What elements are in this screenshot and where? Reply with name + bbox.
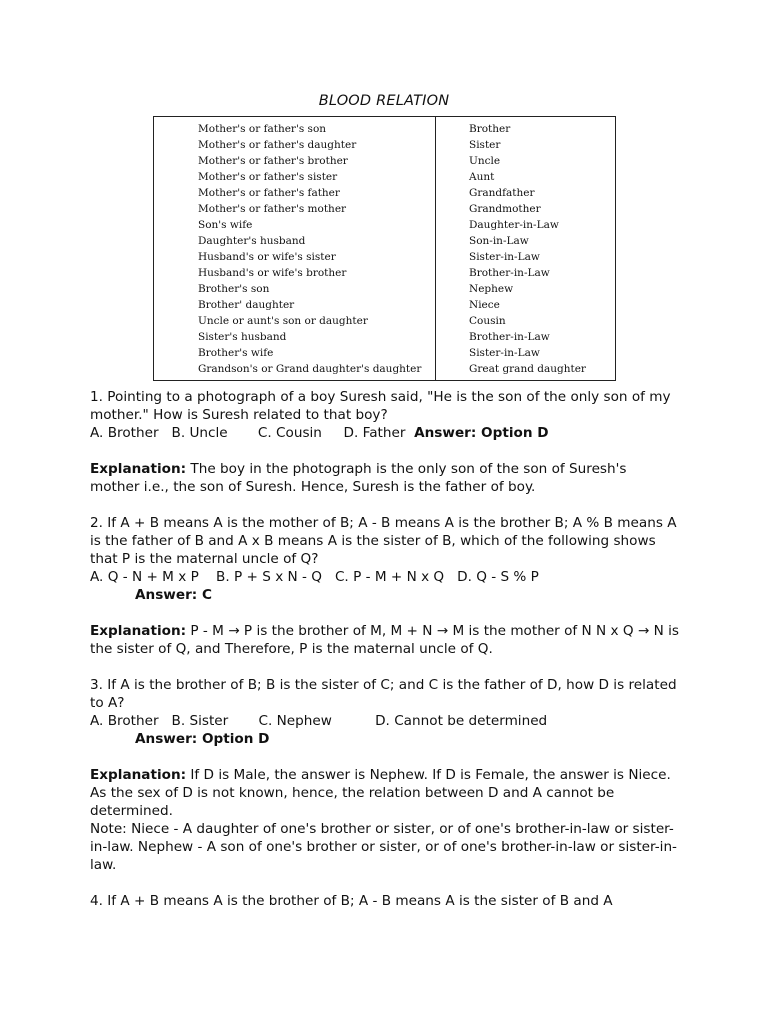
questions-section [90, 388, 680, 910]
table-row: Mother's or father's brother Uncle [198, 155, 501, 167]
table-row: Mother's or father's sister Aunt [198, 171, 495, 183]
question-1-answer: Answer: Option D [414, 425, 549, 441]
table-row: Mother's or father's daughter Sister [198, 139, 501, 151]
table-row: Mother's or father's son Brother [198, 123, 511, 135]
question-3-explanation: Explanation: If D is Male, the answer is Nephew. If D is Female, the answer is Niece. [90, 767, 671, 783]
question-3-note: Note: Niece - A daughter of one's brother or sister, or of one's brother-in-law or sister-in-law. Nephew - A son of one's brother or sister, or of one's brother-in-law or sister-in-law. [90, 821, 677, 873]
question-1-options: A. Brother B. Uncle C. Cousin D. Father Answer: Option D [90, 425, 549, 441]
question-1-explanation: Explanation: The boy in the photograph is the only son of the son of Suresh's mother i.e., the son of Suresh. Hence, Suresh is the father of boy. [90, 461, 627, 495]
question-2-explanation: Explanation: P - M → P is the brother of M, M + N → M is the mother of N N x Q → N is the sister of Q, and Therefore, P is the maternal uncle of Q. [90, 623, 679, 657]
question-2-answer: Answer: C [135, 587, 212, 603]
table-row: Daughter's husband Son-in-Law [198, 235, 529, 247]
table-row: Brother's wife Sister-in-Law [198, 347, 540, 359]
table-row: Brother's son Nephew [198, 283, 514, 295]
question-4-text: 4. If A + B means A is the brother of B; A - B means A is the sister of B and A [90, 893, 613, 909]
table-row: Mother's or father's father Grandfather [198, 187, 535, 199]
page-title: BLOOD RELATION [318, 93, 450, 109]
question-3-explanation-cont: As the sex of D is not known, hence, the relation between D and A cannot be determined. [90, 785, 615, 819]
table-row: Husband's or wife's brother Brother-in-Law [198, 267, 550, 279]
question-3-text: 3. If A is the brother of B; B is the sister of C; and C is the father of D, how D is related to A? [90, 677, 677, 711]
question-3-answer: Answer: Option D [135, 731, 270, 747]
question-3-options: A. Brother B. Sister C. Nephew D. Cannot be determined [90, 713, 548, 729]
question-2-text: 2. If A + B means A is the mother of B; A - B means A is the brother B; A % B means A is the father of B and A x B means A is the sister of B, which of the following shows that P is the maternal uncle of Q? [90, 515, 677, 567]
table-row: Mother's or father's mother Grandmother [198, 203, 541, 215]
relation-table [153, 116, 616, 381]
table-row: Husband's or wife's sister Sister-in-Law [198, 251, 540, 263]
question-2-options: A. Q - N + M x P B. P + S x N - Q C. P - M + N x Q D. Q - S % P [90, 569, 539, 585]
table-row: Son's wife Daughter-in-Law [198, 219, 559, 231]
table-row: Uncle or aunt's son or daughter Cousin [198, 315, 506, 327]
question-1-text: 1. Pointing to a photograph of a boy Suresh said, "He is the son of the only son of my mother." How is Suresh related to that boy? [90, 389, 671, 423]
table-row: Sister's husband Brother-in-Law [198, 331, 550, 343]
table-row: Grandson's or Grand daughter's daughter Great grand daughter [198, 363, 586, 375]
table-row: Brother' daughter Niece [198, 299, 500, 311]
